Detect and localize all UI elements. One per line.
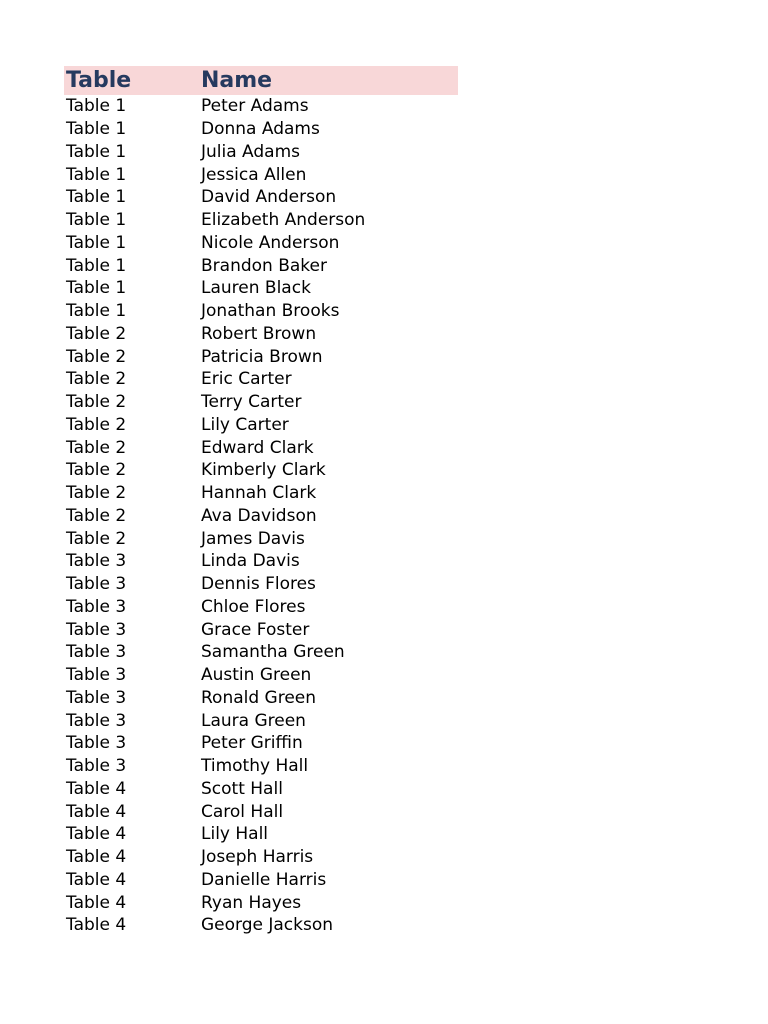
table-body (64, 95, 458, 937)
table-row (64, 709, 458, 732)
table-number-cell: Table 4 (66, 892, 127, 913)
table-number-cell: Table 4 (66, 801, 127, 822)
guest-name-cell: Dennis Flores (201, 574, 316, 595)
guest-name-cell: Hannah Clark (201, 483, 317, 504)
table-row (64, 846, 458, 869)
guest-name-cell: Timothy Hall (201, 756, 309, 777)
guest-name-cell: Kimberly Clark (201, 460, 326, 481)
table-number-cell: Table 2 (66, 346, 127, 367)
guest-name-cell: David Anderson (201, 187, 337, 208)
table-number-cell: Table 2 (66, 460, 127, 481)
guest-name-cell: Robert Brown (201, 323, 317, 344)
guest-name-cell: Ava Davidson (201, 505, 317, 526)
table-number-cell: Table 1 (66, 96, 127, 117)
guest-name-cell: Nicole Anderson (201, 232, 340, 253)
table-number-cell: Table 1 (66, 141, 127, 162)
table-number-cell: Table 3 (66, 733, 127, 754)
table-row (64, 232, 458, 255)
guest-name-cell: Donna Adams (201, 119, 320, 140)
table-number-cell: Table 3 (66, 665, 127, 686)
table-row (64, 823, 458, 846)
table-row (64, 732, 458, 755)
table-row (64, 95, 458, 118)
table-row (64, 778, 458, 801)
guest-name-cell: Jonathan Brooks (201, 301, 340, 322)
table-row (64, 209, 458, 232)
table-row (64, 869, 458, 892)
table-header-row (64, 66, 458, 95)
table-row (64, 641, 458, 664)
table-row (64, 459, 458, 482)
table-number-cell: Table 4 (66, 824, 127, 845)
guest-name-cell: Terry Carter (201, 392, 302, 413)
table-number-cell: Table 1 (66, 255, 127, 276)
guest-name-cell: Jessica Allen (201, 164, 307, 185)
table-number-cell: Table 1 (66, 210, 127, 231)
table-number-cell: Table 2 (66, 414, 127, 435)
guest-name-cell: Patricia Brown (201, 346, 323, 367)
table-row (64, 800, 458, 823)
guest-name-cell: Joseph Harris (201, 847, 314, 868)
guest-name-cell: Linda Davis (201, 551, 300, 572)
guest-name-cell: Lily Hall (201, 824, 269, 845)
seating-table (64, 66, 458, 937)
table-row (64, 596, 458, 619)
table-number-cell: Table 3 (66, 710, 127, 731)
table-row (64, 664, 458, 687)
guest-name-cell: Lauren Black (201, 278, 311, 299)
table-number-cell: Table 4 (66, 915, 127, 936)
table-row (64, 436, 458, 459)
table-number-cell: Table 4 (66, 869, 127, 890)
guest-name-cell: Ryan Hayes (201, 892, 302, 913)
table-row (64, 550, 458, 573)
table-number-cell: Table 3 (66, 642, 127, 663)
guest-name-cell: Carol Hall (201, 801, 284, 822)
table-column-header: Table (66, 68, 132, 93)
table-number-cell: Table 4 (66, 778, 127, 799)
table-row (64, 186, 458, 209)
table-row (64, 345, 458, 368)
table-row (64, 323, 458, 346)
table-row (64, 914, 458, 937)
table-number-cell: Table 1 (66, 187, 127, 208)
guest-name-cell: Chloe Flores (201, 596, 306, 617)
table-row (64, 300, 458, 323)
table-row (64, 391, 458, 414)
table-number-cell: Table 3 (66, 574, 127, 595)
table-row (64, 527, 458, 550)
table-row (64, 368, 458, 391)
table-row (64, 573, 458, 596)
guest-name-cell: George Jackson (201, 915, 334, 936)
guest-name-cell: Brandon Baker (201, 255, 327, 276)
table-number-cell: Table 1 (66, 301, 127, 322)
guest-name-cell: Samantha Green (201, 642, 345, 663)
table-row (64, 755, 458, 778)
table-row (64, 254, 458, 277)
guest-name-cell: Scott Hall (201, 778, 283, 799)
name-column-header: Name (201, 68, 273, 93)
guest-name-cell: Lily Carter (201, 414, 289, 435)
table-number-cell: Table 2 (66, 392, 127, 413)
table-number-cell: Table 1 (66, 119, 127, 140)
table-row (64, 414, 458, 437)
table-number-cell: Table 4 (66, 847, 127, 868)
table-row (64, 118, 458, 141)
table-number-cell: Table 3 (66, 619, 127, 640)
table-number-cell: Table 2 (66, 483, 127, 504)
table-number-cell: Table 2 (66, 528, 127, 549)
table-number-cell: Table 1 (66, 232, 127, 253)
table-number-cell: Table 3 (66, 551, 127, 572)
guest-name-cell: Julia Adams (201, 141, 301, 162)
guest-name-cell: James Davis (201, 528, 305, 549)
guest-name-cell: Ronald Green (201, 687, 317, 708)
guest-name-cell: Grace Foster (201, 619, 310, 640)
guest-name-cell: Edward Clark (201, 437, 314, 458)
guest-name-cell: Austin Green (201, 665, 312, 686)
table-number-cell: Table 2 (66, 437, 127, 458)
table-number-cell: Table 3 (66, 756, 127, 777)
guest-name-cell: Eric Carter (201, 369, 292, 390)
table-row (64, 687, 458, 710)
table-number-cell: Table 2 (66, 323, 127, 344)
table-number-cell: Table 1 (66, 278, 127, 299)
table-row (64, 141, 458, 164)
guest-name-cell: Peter Adams (201, 96, 309, 117)
table-row (64, 891, 458, 914)
table-number-cell: Table 3 (66, 687, 127, 708)
table-number-cell: Table 2 (66, 505, 127, 526)
table-row (64, 618, 458, 641)
guest-name-cell: Peter Griffin (201, 733, 303, 754)
table-number-cell: Table 2 (66, 369, 127, 390)
guest-name-cell: Elizabeth Anderson (201, 210, 366, 231)
guest-name-cell: Danielle Harris (201, 869, 327, 890)
guest-name-cell: Laura Green (201, 710, 306, 731)
table-row (64, 277, 458, 300)
table-row (64, 505, 458, 528)
table-number-cell: Table 1 (66, 164, 127, 185)
table-row (64, 163, 458, 186)
table-row (64, 482, 458, 505)
table-number-cell: Table 3 (66, 596, 127, 617)
